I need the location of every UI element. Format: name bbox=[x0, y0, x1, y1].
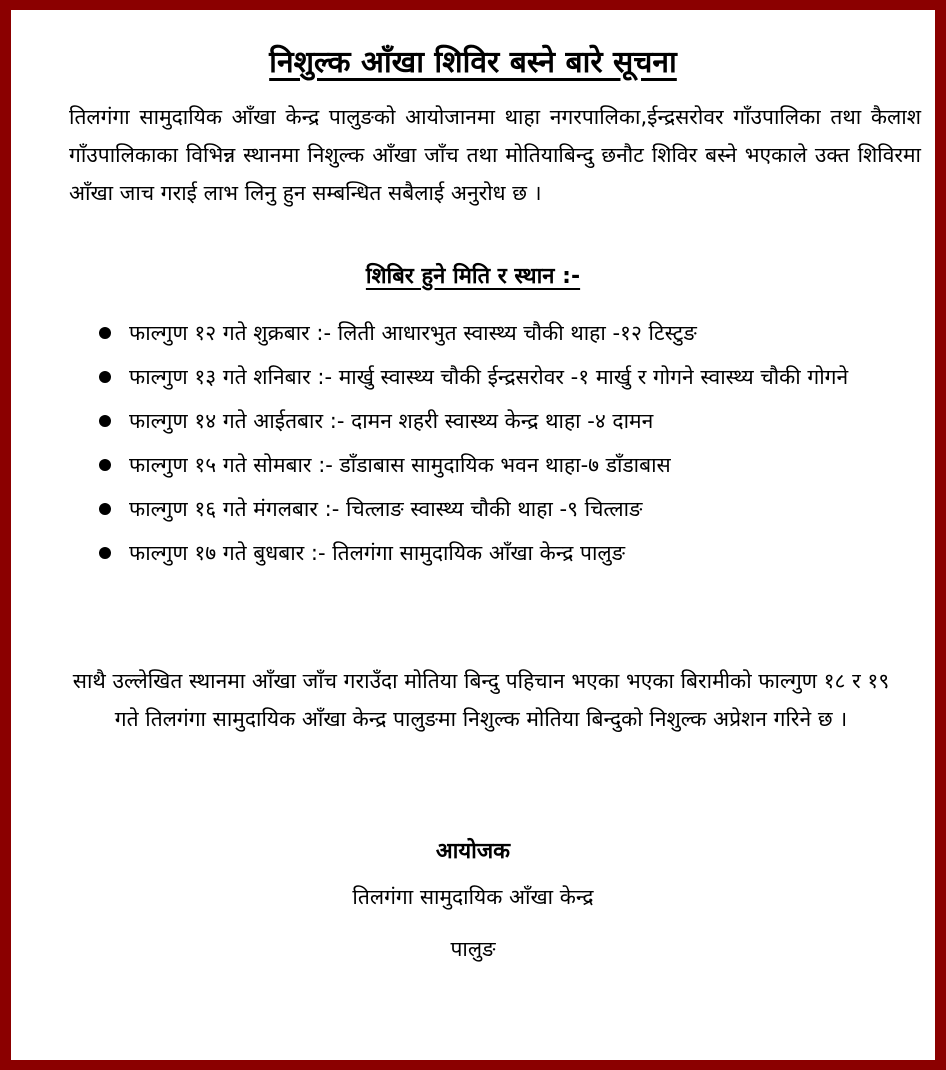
schedule-heading bbox=[11, 260, 935, 290]
schedule-heading-text: शिबिर हुने मिति र स्थान :- bbox=[365, 264, 581, 289]
organizer-place: पालुङ bbox=[450, 937, 496, 961]
notice-page bbox=[11, 10, 935, 1060]
bullet-icon bbox=[99, 415, 111, 427]
bullet-icon bbox=[99, 371, 111, 383]
schedule-list bbox=[99, 315, 921, 579]
schedule-item bbox=[99, 403, 921, 439]
schedule-item-text: फाल्गुण १६ गते मंगलबार :- चित्लाङ स्वास्थ्य चौकी थाहा -९ चित्लाङ bbox=[129, 497, 643, 521]
schedule-item bbox=[99, 359, 921, 395]
schedule-item bbox=[99, 315, 921, 351]
bullet-icon bbox=[99, 503, 111, 515]
schedule-item bbox=[99, 447, 921, 483]
schedule-item-text: फाल्गुण १७ गते बुधबार :- तिलगंगा सामुदायिक आँखा केन्द्र पालुङ bbox=[129, 541, 626, 565]
schedule-item-text: फाल्गुण १३ गते शनिबार :- मार्खु स्वास्थ्य चौकी ईन्द्रसरोवर -१ मार्खु र गोगने स्वास्थ्य चौकी गोगने bbox=[129, 365, 849, 389]
bullet-icon bbox=[99, 327, 111, 339]
notice-title-text: निशुल्क आँखा शिविर बस्ने बारे सूचना bbox=[269, 45, 677, 80]
schedule-item bbox=[99, 535, 921, 571]
organizer-name: तिलगंगा सामुदायिक आँखा केन्द्र bbox=[352, 885, 594, 909]
schedule-item bbox=[99, 491, 921, 527]
intro-paragraph: तिलगंगा सामुदायिक आँखा केन्द्र पालुङको आयोजानमा थाहा नगरपालिका,ईन्द्रसरोवर गाँउपालिका तथा कैलाश गाँउपालिकाका विभिन्न स्थानमा निशुल्क आँखा जाँच तथा मोतियाबिन्दु छनौट शिविर बस्ने भएकाले उक्त शिविरमा आँखा जाच गराई लाभ लिनु हुन सम्बन्धित सबैलाई अनुरोध छ । bbox=[69, 105, 921, 205]
organizer-label: आयोजक bbox=[435, 839, 511, 864]
notice-title bbox=[11, 40, 935, 81]
operation-note: साथै उल्लेखित स्थानमा आँखा जाँच गराउँदा मोतिया बिन्दु पहिचान भएका भएका बिरामीको फाल्गुण १८ र १९ गते तिलगंगा सामुदायिक आँखा केन्द्र पालुङमा निशुल्क मोतिया बिन्दुको निशुल्क अप्रेशन गरिने छ । bbox=[72, 669, 890, 731]
schedule-item-text: फाल्गुण १५ गते सोमबार :- डाँडाबास सामुदायिक भवन थाहा-७ डाँडाबास bbox=[129, 453, 671, 477]
schedule-item-text: फाल्गुण १४ गते आईतबार :- दामन शहरी स्वास्थ्य केन्द्र थाहा -४ दामन bbox=[129, 409, 654, 433]
bullet-icon bbox=[99, 459, 111, 471]
schedule-item-text: फाल्गुण १२ गते शुक्रबार :- लिती आधारभुत स्वास्थ्य चौकी थाहा -१२ टिस्टुङ bbox=[129, 321, 697, 345]
bullet-icon bbox=[99, 547, 111, 559]
